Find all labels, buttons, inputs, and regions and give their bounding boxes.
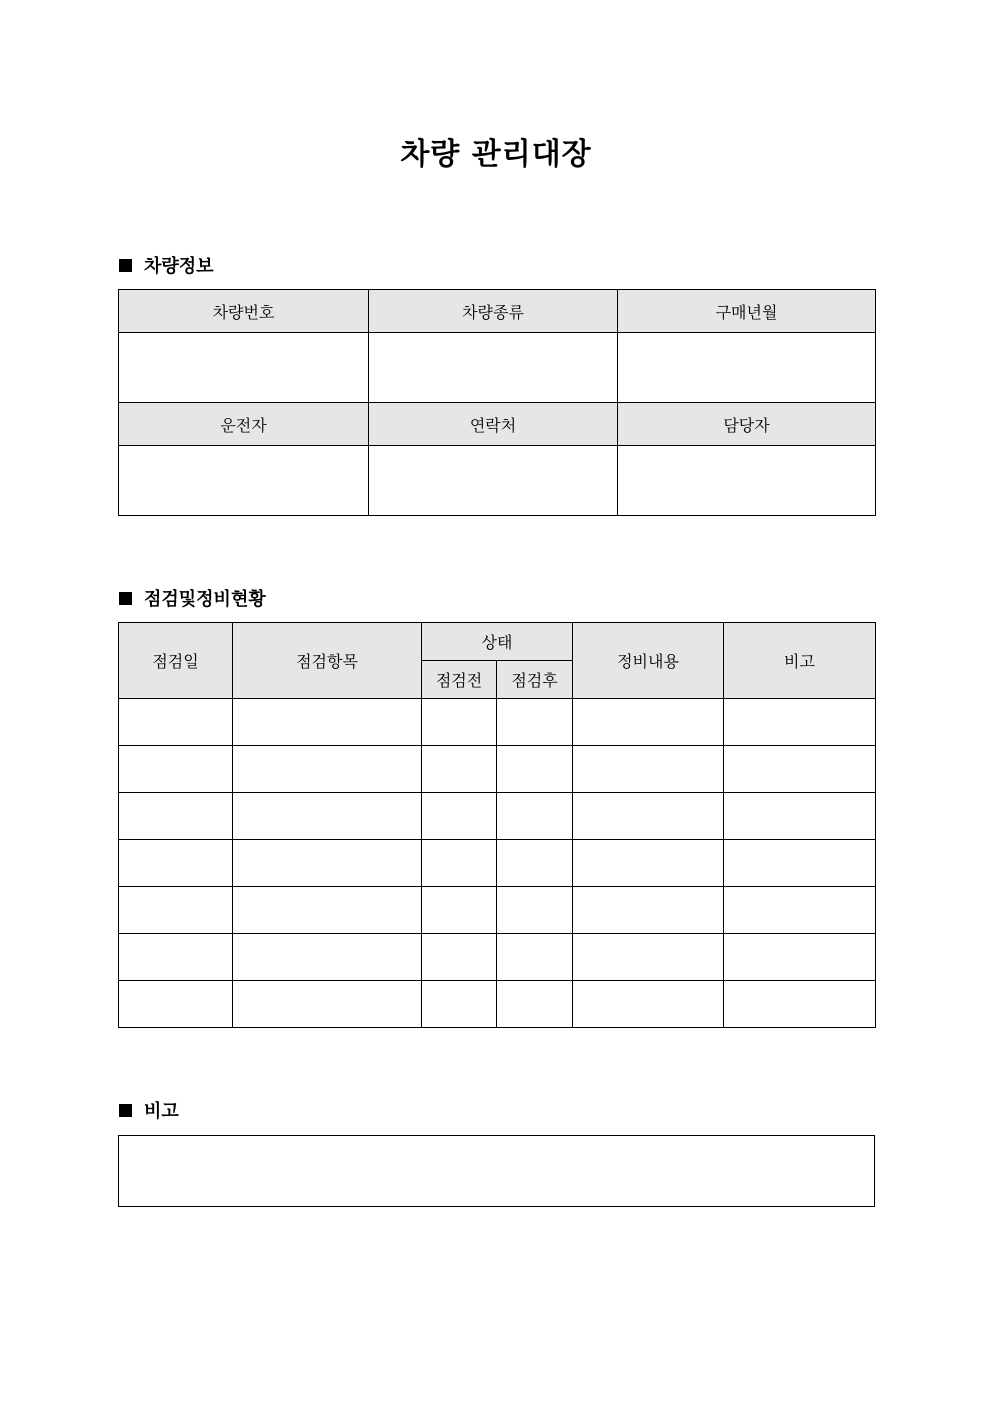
- table-row: [119, 981, 876, 1028]
- table-row: [119, 934, 876, 981]
- cell-inspection-date[interactable]: [119, 793, 233, 840]
- cell-maintenance-details[interactable]: [573, 981, 724, 1028]
- header-vehicle-type: 차량종류: [369, 290, 618, 333]
- cell-inspection-date[interactable]: [119, 746, 233, 793]
- cell-status-after[interactable]: [497, 793, 573, 840]
- cell-maintenance-details[interactable]: [573, 699, 724, 746]
- cell-status-before[interactable]: [422, 840, 497, 887]
- cell-note[interactable]: [724, 887, 876, 934]
- cell-status-before[interactable]: [422, 699, 497, 746]
- section-heading-maintenance: [119, 586, 266, 610]
- remarks-content-box[interactable]: [119, 1136, 875, 1207]
- section-heading-vehicle-info: [119, 253, 214, 277]
- table-row: [119, 887, 876, 934]
- section-heading-remarks: [119, 1098, 179, 1122]
- cell-inspection-date[interactable]: [119, 699, 233, 746]
- cell-inspection-item[interactable]: [233, 887, 422, 934]
- cell-inspection-item[interactable]: [233, 793, 422, 840]
- table-row: [119, 746, 876, 793]
- table-row: [119, 840, 876, 887]
- header-status-after: 점검후: [497, 661, 573, 699]
- cell-status-after[interactable]: [497, 699, 573, 746]
- square-bullet-icon: [119, 259, 132, 272]
- cell-maintenance-details[interactable]: [573, 840, 724, 887]
- section-heading-label: 차량정보: [144, 256, 214, 277]
- cell-manager[interactable]: [618, 446, 876, 516]
- cell-status-before[interactable]: [422, 887, 497, 934]
- cell-inspection-date[interactable]: [119, 981, 233, 1028]
- cell-inspection-date[interactable]: [119, 934, 233, 981]
- vehicle-info-table: [118, 289, 876, 516]
- cell-inspection-item[interactable]: [233, 981, 422, 1028]
- section-heading-label: 점검및정비현황: [144, 589, 266, 610]
- table-row: [119, 793, 876, 840]
- cell-note[interactable]: [724, 981, 876, 1028]
- cell-status-after[interactable]: [497, 934, 573, 981]
- header-manager: 담당자: [618, 403, 876, 446]
- header-contact: 연락처: [369, 403, 618, 446]
- header-inspection-item: 점검항목: [233, 623, 422, 699]
- header-maintenance-details: 정비내용: [573, 623, 724, 699]
- square-bullet-icon: [119, 1104, 132, 1117]
- cell-maintenance-details[interactable]: [573, 934, 724, 981]
- table-row: [119, 333, 876, 403]
- table-row: [119, 699, 876, 746]
- cell-status-after[interactable]: [497, 887, 573, 934]
- page-title: 차량 관리대장: [400, 137, 592, 172]
- cell-maintenance-details[interactable]: [573, 746, 724, 793]
- cell-status-before[interactable]: [422, 981, 497, 1028]
- cell-inspection-date[interactable]: [119, 840, 233, 887]
- header-inspection-date: 점검일: [119, 623, 233, 699]
- table-header-row: [119, 623, 876, 661]
- square-bullet-icon: [119, 592, 132, 605]
- cell-maintenance-details[interactable]: [573, 887, 724, 934]
- header-status: 상태: [422, 623, 573, 661]
- cell-note[interactable]: [724, 840, 876, 887]
- maintenance-table: [118, 622, 876, 1028]
- header-vehicle-number: 차량번호: [119, 290, 369, 333]
- section-heading-label: 비고: [144, 1101, 179, 1122]
- header-note: 비고: [724, 623, 876, 699]
- table-header-row: [119, 290, 876, 333]
- cell-contact[interactable]: [369, 446, 618, 516]
- cell-vehicle-type[interactable]: [369, 333, 618, 403]
- cell-status-before[interactable]: [422, 746, 497, 793]
- cell-purchase-date[interactable]: [618, 333, 876, 403]
- cell-status-before[interactable]: [422, 934, 497, 981]
- cell-inspection-date[interactable]: [119, 887, 233, 934]
- header-purchase-date: 구매년월: [618, 290, 876, 333]
- cell-inspection-item[interactable]: [233, 840, 422, 887]
- cell-note[interactable]: [724, 934, 876, 981]
- header-status-before: 점검전: [422, 661, 497, 699]
- maintenance-table-body: [119, 699, 876, 1028]
- cell-inspection-item[interactable]: [233, 934, 422, 981]
- cell-maintenance-details[interactable]: [573, 793, 724, 840]
- header-driver: 운전자: [119, 403, 369, 446]
- cell-note[interactable]: [724, 699, 876, 746]
- table-row: [119, 446, 876, 516]
- cell-note[interactable]: [724, 793, 876, 840]
- cell-driver[interactable]: [119, 446, 369, 516]
- cell-vehicle-number[interactable]: [119, 333, 369, 403]
- cell-status-after[interactable]: [497, 746, 573, 793]
- table-row: [119, 1136, 875, 1207]
- cell-status-after[interactable]: [497, 981, 573, 1028]
- cell-status-after[interactable]: [497, 840, 573, 887]
- remarks-table: [118, 1135, 875, 1207]
- cell-inspection-item[interactable]: [233, 746, 422, 793]
- table-header-row: [119, 403, 876, 446]
- cell-inspection-item[interactable]: [233, 699, 422, 746]
- cell-note[interactable]: [724, 746, 876, 793]
- cell-status-before[interactable]: [422, 793, 497, 840]
